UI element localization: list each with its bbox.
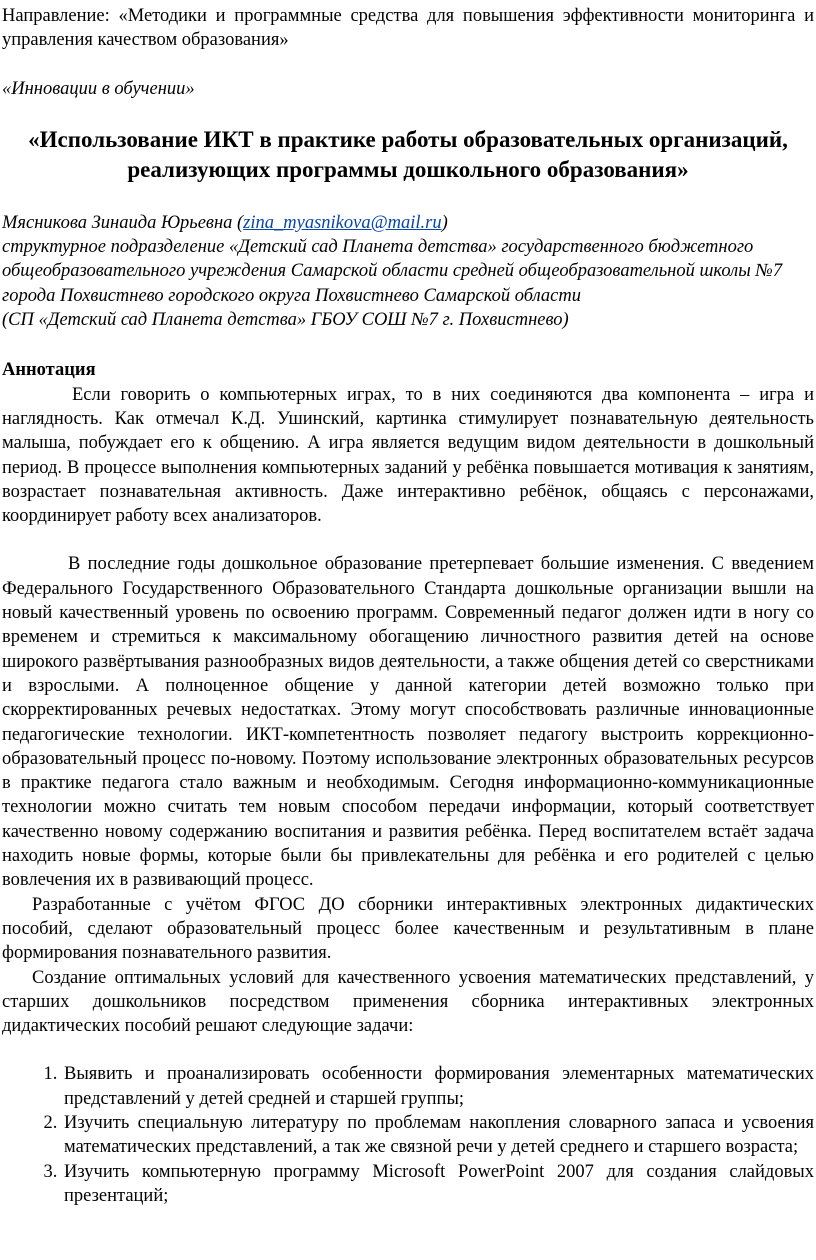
body-paragraph-3: Создание оптимальных условий для качественного усвоения математических представлений, у старших дошкольников посредством применения сборника интерактивных электронных дидактических пособий решают следующие задачи: <box>2 967 814 1037</box>
author-block <box>2 211 814 332</box>
list-item: 3. Изучить компьютерную программу Microsoft PowerPoint 2007 для создания слайдовых презентаций; <box>62 1160 814 1209</box>
section-name: «Инновации в обучении» <box>2 78 195 99</box>
direction-line: Направление: «Методики и программные средства для повышения эффективности мониторинга и управления качеством образования» <box>2 6 814 51</box>
body-paragraph-2: Разработанные с учётом ФГОС ДО сборники интерактивных электронных дидактических пособий, сделают образовательный процесс более качественным и результативным в плане формирования познавательного развития. <box>2 894 814 964</box>
author-organization: структурное подразделение «Детский сад Планета детства» государственного бюджетного общеобразовательного учреждения Самарской области средней общеобразовательной школы №7 города Похвистнево городского округа Похвистнево Самарской области <box>2 237 783 306</box>
author-organization-short: (СП «Детский сад Планета детства» ГБОУ СОШ №7 г. Похвистнево) <box>2 310 569 331</box>
author-email-link[interactable]: zina_myasnikova@mail.ru <box>243 212 442 233</box>
body-paragraph-1: В последние годы дошкольное образование претерпевает большие изменения. С введением Федерального Государственного Образовательного Стандарта дошкольные организации вышли на новый качественный уровень по освоению программ. Современный педагог должен идти в ногу со временем и стремиться к максимальному обогащению личностного развития детей на основе широкого развёртывания разнообразных видов деятельности, а также общения детей со сверстниками и взрослыми. А полноценное общение у данной категории детей возможно только при скорректированных речевых недостатках. Этому могут способствовать различные инновационные педагогические технологии. ИКТ-компетентность позволяет педагогу выстроить коррекционно-образовательный процесс по-новому. Поэтому использование электронных образовательных ресурсов в практике педагога стало важным и необходимым. Сегодня информационно-коммуникационные технологии можно считать тем новым способом передачи информации, который соответствует качественно новому содержанию воспитания и развития ребёнка. Перед воспитателем встаёт задача находить новые формы, которые были бы привлекательны для ребёнка и его родителей с целью вовлечения их в развивающий процесс. <box>2 554 814 891</box>
annotation-heading: Аннотация <box>2 360 96 381</box>
author-close: ) <box>441 212 448 233</box>
list-item: 1. Выявить и проанализировать особенности формирования элементарных математических представлений у детей средней и старшей группы; <box>62 1062 814 1111</box>
list-item: 2. Изучить специальную литературу по проблемам накопления словарного запаса и усвоения математических представлений, а так же связной речи у детей среднего и старшего возраста; <box>62 1111 814 1160</box>
annotation-paragraph: Если говорить о компьютерных играх, то в них соединяются два компонента – игра и наглядность. Как отмечал К.Д. Ушинский, картинка стимулирует познавательную деятельность малыша, побуждает его к общению. А игра является ведущим видом деятельности в дошкольный период. В процессе выполнения компьютерных заданий у ребёнка повышается мотивация к занятиям, возрастает познавательная активность. Даже интерактивно ребёнок, общаясь с персонажами, координирует работу всех анализаторов. <box>2 384 814 527</box>
article-title: «Использование ИКТ в практике работы образовательных организаций, реализующих программы дошкольного образования» <box>28 126 788 182</box>
author-line <box>2 211 814 235</box>
author-name: Мясникова Зинаида Юрьевна ( <box>2 212 244 233</box>
tasks-list <box>2 1062 814 1208</box>
